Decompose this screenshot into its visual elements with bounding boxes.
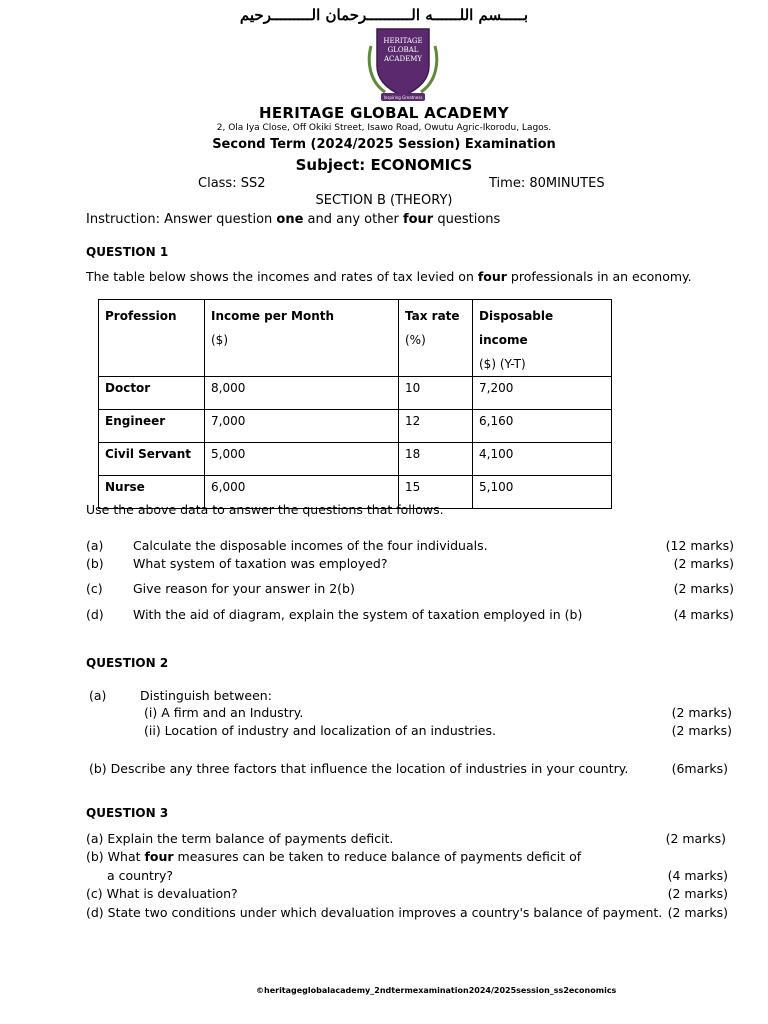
- q2-a-text: Distinguish between:: [140, 688, 272, 703]
- exam-term: Second Term (2024/2025 Session) Examination: [212, 137, 556, 152]
- q2-a-i-marks: (2 marks): [671, 705, 732, 720]
- table-header-cell: Tax rate (%): [399, 300, 473, 377]
- question-3-heading: QUESTION 3: [86, 806, 169, 820]
- q1-item-text: What system of taxation was employed?: [133, 556, 388, 571]
- q3-d-text: (d) State two conditions under which devaluation improves a country's balance of payment.: [86, 905, 663, 920]
- svg-text:HERITAGE: HERITAGE: [383, 37, 423, 45]
- svg-text:ACADEMY: ACADEMY: [384, 55, 422, 63]
- q1-item-label: (a): [86, 538, 104, 553]
- question-2-heading: QUESTION 2: [86, 656, 169, 670]
- school-name: HERITAGE GLOBAL ACADEMY: [259, 104, 509, 122]
- q2-a-ii-marks: (2 marks): [671, 723, 732, 738]
- footer-copyright: ©heritageglobalacademy_2ndtermexamination2024/2025session_ss2economics: [256, 986, 617, 995]
- bismillah: بـــــسم اللــــــه الــــــــــرحمان الـــــــــرحيم: [239, 6, 529, 24]
- q1-item-marks: (4 marks): [673, 607, 734, 622]
- q2-a-label: (a): [89, 688, 107, 703]
- tax-table: [98, 299, 612, 509]
- time-label: Time: 80MINUTES: [489, 176, 605, 191]
- q2-b-text: (b) Describe any three factors that influence the location of industries in your country.: [89, 761, 629, 776]
- q3-d-marks: (2 marks): [667, 905, 728, 920]
- q2-a-ii: (ii) Location of industry and localization of an industries.: [144, 723, 496, 738]
- class-label: Class: SS2: [198, 176, 266, 191]
- table-row: Civil Servant 5,000 18 4,100: [99, 443, 612, 476]
- q1-item-label: (b): [86, 556, 104, 571]
- question-1-intro: The table below shows the incomes and rates of tax levied on four professionals in an economy.: [86, 269, 692, 284]
- q3-b-marks: (4 marks): [667, 868, 728, 883]
- table-header-cell: Disposable income ($) (Y-T): [473, 300, 612, 377]
- q1-item-label: (d): [86, 607, 104, 622]
- q1-item-label: (c): [86, 581, 103, 596]
- school-logo: [363, 26, 443, 104]
- q1-item-text: Calculate the disposable incomes of the four individuals.: [133, 538, 488, 553]
- q2-b-marks: (6marks): [671, 761, 728, 776]
- q1-item-marks: (12 marks): [665, 538, 734, 553]
- exam-subject: Subject: ECONOMICS: [295, 156, 473, 174]
- table-row: Doctor 8,000 10 7,200: [99, 377, 612, 410]
- q3-a-text: (a) Explain the term balance of payments deficit.: [86, 831, 394, 846]
- section-title: SECTION B (THEORY): [315, 193, 453, 208]
- svg-text:Inspiring Greatness: Inspiring Greatness: [383, 95, 423, 100]
- q2-a-i: (i) A firm and an Industry.: [144, 705, 304, 720]
- svg-text:GLOBAL: GLOBAL: [387, 46, 419, 54]
- question-1-heading: QUESTION 1: [86, 245, 169, 259]
- table-row: Engineer 7,000 12 6,160: [99, 410, 612, 443]
- q3-b-continuation: a country?: [107, 868, 174, 883]
- table-row: Nurse 6,000 15 5,100: [99, 476, 612, 509]
- q3-b-text: (b) What four measures can be taken to reduce balance of payments deficit of: [86, 849, 582, 864]
- q1-item-text: Give reason for your answer in 2(b): [133, 581, 355, 596]
- table-header-cell: Profession: [99, 300, 205, 377]
- q3-c-marks: (2 marks): [667, 886, 728, 901]
- q3-a-marks: (2 marks): [665, 831, 726, 846]
- q1-item-text: With the aid of diagram, explain the system of taxation employed in (b): [133, 607, 583, 622]
- school-address: 2, Ola Iya Close, Off Okiki Street, Isawo Road, Owutu Agric-Ikorodu, Lagos.: [216, 123, 552, 133]
- instruction: Instruction: Answer question one and any other four questions: [86, 212, 501, 227]
- q1-item-marks: (2 marks): [673, 556, 734, 571]
- q3-c-text: (c) What is devaluation?: [86, 886, 238, 901]
- table-header-cell: Income per Month ($): [205, 300, 399, 377]
- q1-item-marks: (2 marks): [673, 581, 734, 596]
- table-header-row: [99, 300, 612, 377]
- use-data-text: Use the above data to answer the questions that follows.: [86, 502, 444, 517]
